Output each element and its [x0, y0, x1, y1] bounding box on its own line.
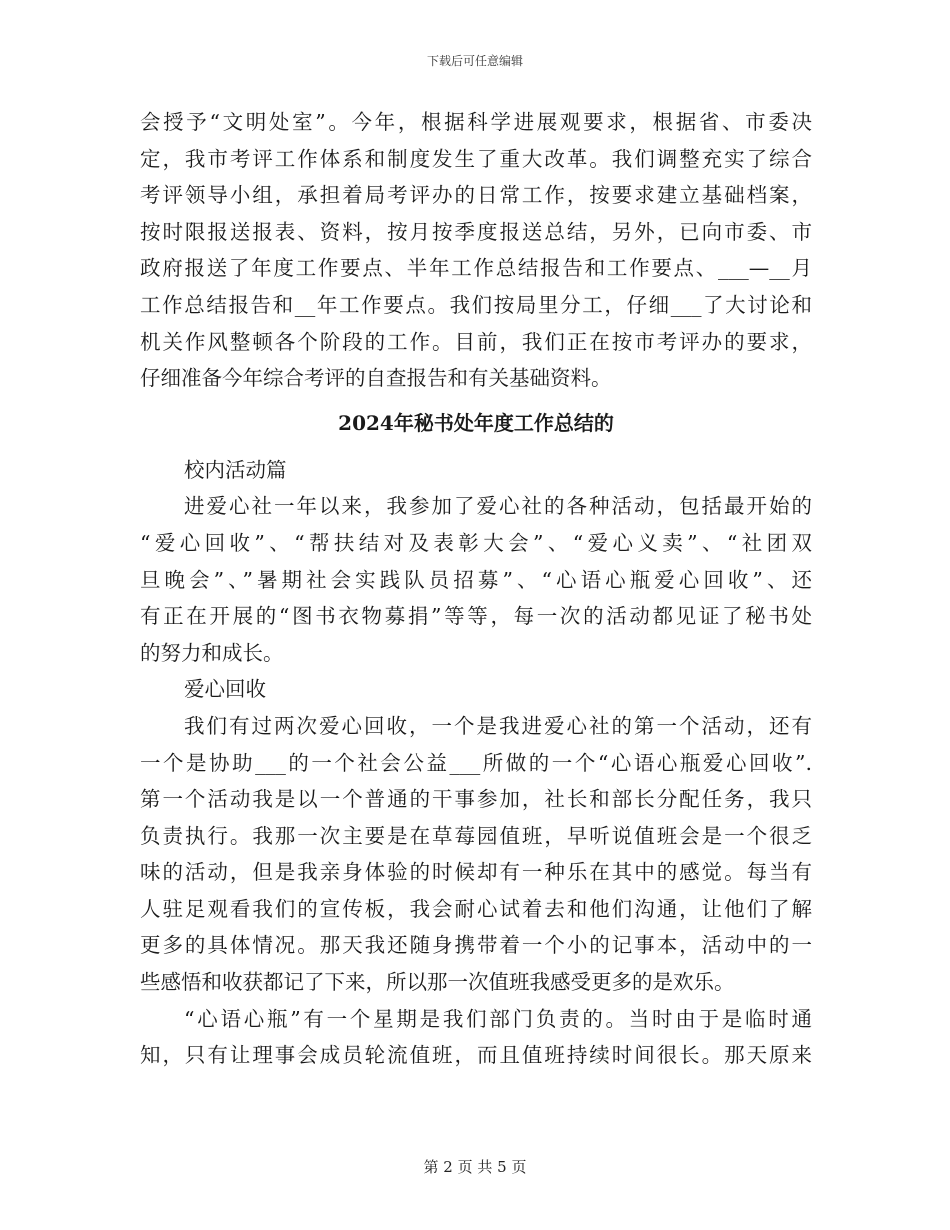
text-line: 旦晚会”、”暑期社会实践队员招募”、“心语心瓶爱心回收”、还 — [140, 567, 812, 592]
section-heading-charity-recycling: 爱心回收 — [184, 677, 266, 702]
document-title: 2024年秘书处年度工作总结的 — [338, 410, 614, 435]
page-header: 下载后可任意编辑 — [426, 54, 523, 68]
text-line: “爱心回收”、“帮扶结对及表彰大会”、“爱心义卖”、“社团双 — [140, 530, 812, 555]
text-line: 些感悟和收获都记了下来，所以那一次值班我感受更多的是欢乐。 — [140, 970, 735, 995]
text-line: 更多的具体情况。那天我还随身携带着一个小的记事本，活动中的一 — [140, 933, 812, 958]
text-line: 仔细准备今年综合考评的自查报告和有关基础资料。 — [140, 366, 612, 391]
paragraph-heart-bottle — [140, 1001, 812, 1074]
text-line: 我们有过两次爱心回收，一个是我进爱心社的第一个活动，还有 — [184, 713, 812, 738]
paragraph-campus-activities — [140, 488, 812, 671]
text-line: 负责执行。我那一次主要是在草莓园值班，早听说值班会是一个很乏 — [140, 823, 812, 848]
page-number-footer: 第 2 页 共 5 页 — [423, 1158, 527, 1176]
text-line: “心语心瓶”有一个星期是我们部门负责的。当时由于是临时通 — [184, 1006, 812, 1031]
text-line: 考评领导小组，承担着局考评办的日常工作，按要求建立基础档案， — [140, 183, 812, 208]
text-line: 人驻足观看我们的宣传板，我会耐心试着去和他们沟通，让他们了解 — [140, 896, 812, 921]
paragraph-evaluation-work — [140, 104, 812, 397]
text-line: 机关作风整顿各个阶段的工作。目前，我们正在按市考评办的要求， — [140, 329, 812, 354]
text-line: 进爱心社一年以来，我参加了爱心社的各种活动，包括最开始的 — [184, 494, 812, 519]
paragraph-charity-recycling — [140, 708, 812, 1001]
text-line: 政府报送了年度工作要点、半年工作总结报告和工作要点、___—__月 — [140, 256, 812, 281]
text-line: 会授予“文明处室”。今年，根据科学进展观要求，根据省、市委决 — [140, 110, 812, 134]
text-line: 第一个活动我是以一个普通的干事参加，社长和部长分配任务，我只 — [140, 787, 812, 812]
text-line: 知，只有让理事会成员轮流值班，而且值班持续时间很长。那天原来 — [140, 1043, 812, 1068]
document-body — [140, 104, 812, 1074]
text-line: 定，我市考评工作体系和制度发生了重大改革。我们调整充实了综合 — [140, 146, 812, 171]
text-line: 一个是协助___的一个社会公益___所做的一个“心语心瓶爱心回收”. — [140, 750, 812, 775]
text-line: 按时限报送报表、资料，按月按季度报送总结，另外，已向市委、市 — [140, 219, 812, 244]
text-line: 有正在开展的“图书衣物募捐”等等，每一次的活动都见证了秘书处 — [140, 604, 812, 629]
text-line: 的努力和成长。 — [140, 640, 284, 665]
section-heading-campus-activities: 校内活动篇 — [184, 457, 287, 482]
text-line: 味的活动，但是我亲身体验的时候却有一种乐在其中的感觉。每当有 — [140, 860, 812, 885]
text-line: 工作总结报告和__年工作要点。我们按局里分工，仔细___了大讨论和 — [140, 292, 812, 317]
